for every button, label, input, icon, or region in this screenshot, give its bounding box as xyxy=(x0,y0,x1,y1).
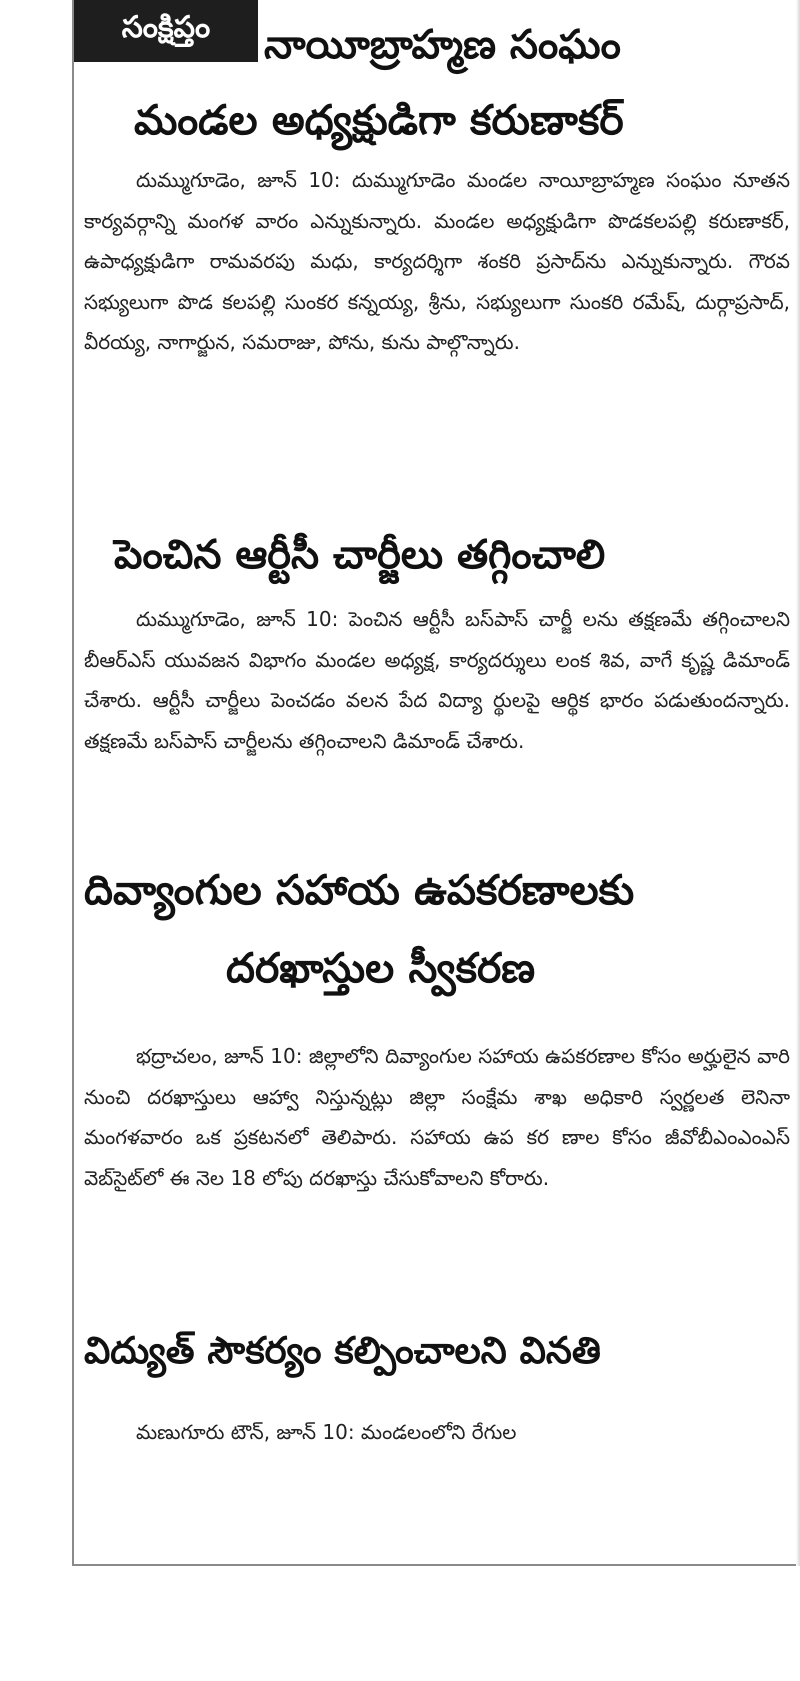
article-3-headline-line-2: దరఖాస్తుల స్వీకరణ xyxy=(226,944,536,992)
section-tag: సంక్షిప్తం xyxy=(74,0,258,62)
article-1-body: దుమ్ముగూడెం, జూన్ 10: దుమ్ముగూడెం మండల నాయీబ్రాహ్మణ సంఘం నూతన కార్యవర్గాన్ని మంగళ వారం ఎన్నుకున్నారు. మండల అధ్యక్షుడిగా పొడకలపల్లి కరుణాకర్, ఉపాధ్యక్షుడిగా రామవరపు మధు, కార్యదర్శిగా శంకరి ప్రసాద్‌ను ఎన్నుకున్నారు. గౌరవ సభ్యులుగా పొడ కలపల్లి సుంకర కన్నయ్య, శ్రీను, సభ్యులుగా సుంకరి రమేష్, దుర్గాప్రసాద్, వీరయ్య, నాగార్జున, సమరాజు, పోను, కును పాల్గొన్నారు. xyxy=(84,168,790,355)
article-2-body: దుమ్ముగూడెం, జూన్ 10: పెంచిన ఆర్టీసీ బస్‌పాస్ చార్జీ లను తక్షణమే తగ్గించాలని బీఆర్ఎస్ యువజన విభాగం మండల అధ్యక్ష, కార్యదర్శులు లంక శివ, వాగే కృష్ణ డిమాండ్ చేశారు. ఆర్టీసీ చార్జీలు పెంచడం వలన పేద విద్యా ర్థులపై ఆర్థిక భారం పడుతుందన్నారు. తక్షణమే బస్‌పాస్ చార్జీలను తగ్గించాలని డిమాండ్ చేశారు. xyxy=(84,607,790,753)
article-1-headline-line-1: నాయీబ్రాహ్మణ సంఘం xyxy=(264,22,621,68)
article-4-body: మణుగూరు టౌన్, జూన్ 10: మండలంలోని రేగుల xyxy=(136,1420,517,1444)
article-2-headline: పెంచిన ఆర్టీసీ చార్జీలు తగ్గించాలి xyxy=(114,532,606,578)
article-3-body: భద్రాచలం, జూన్ 10: జిల్లాలోని దివ్యాంగుల సహాయ ఉపకరణాల కోసం అర్హులైన వారి నుంచి దరఖాస్తులు ఆహ్వా నిస్తున్నట్లు జిల్లా సంక్షేమ శాఖ అధికారి స్వర్ణలత లెనినా మంగళవారం ఒక ప్రకటనలో తెలిపారు. సహాయ ఉప కర ణాల కోసం జీవోబీఎంఎంఎస్ వెబ్‌సైట్‌లో ఈ నెల 18 లోపు దరఖాస్తు చేసుకోవాలని కోరారు. xyxy=(84,1044,790,1190)
page-edge-shadow xyxy=(796,0,800,1566)
newspaper-clipping xyxy=(72,0,800,1566)
article-3-headline-line-1: దివ్యాంగుల సహాయ ఉపకరణాలకు xyxy=(84,866,635,914)
article-4-headline: విద్యుత్ సౌకర్యం కల్పించాలని వినతి xyxy=(84,1329,601,1372)
article-1-headline-line-2: మండల అధ్యక్షుడిగా కరుణాకర్ xyxy=(134,96,624,144)
